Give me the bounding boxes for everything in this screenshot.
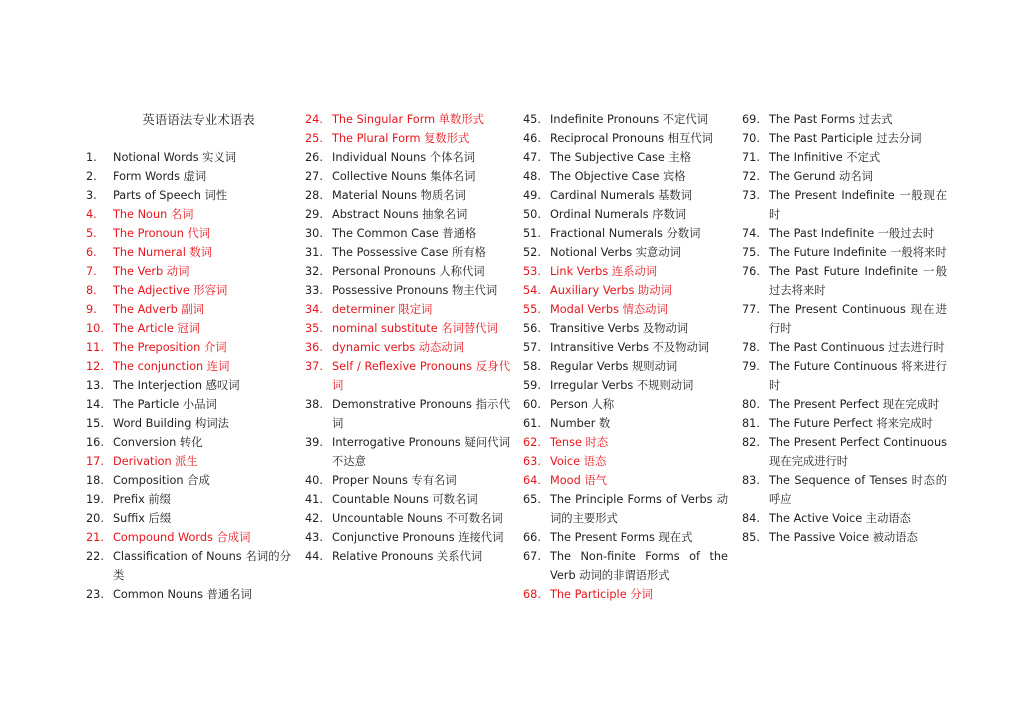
glossary-item bbox=[86, 319, 291, 338]
item-term: The Participle 分词 bbox=[550, 588, 653, 601]
glossary-item bbox=[523, 110, 728, 129]
glossary-item bbox=[305, 509, 510, 528]
term-list-2 bbox=[305, 110, 510, 566]
glossary-item bbox=[86, 490, 291, 509]
glossary-item bbox=[523, 262, 728, 281]
item-term: Compound Words 合成词 bbox=[113, 531, 251, 544]
column-2 bbox=[305, 110, 510, 566]
glossary-item bbox=[742, 357, 947, 395]
glossary-item bbox=[305, 357, 510, 395]
item-term: Irregular Verbs 不规则动词 bbox=[550, 379, 694, 392]
item-number: 9. bbox=[86, 303, 97, 316]
glossary-item bbox=[86, 376, 291, 395]
glossary-item bbox=[305, 319, 510, 338]
glossary-item bbox=[523, 205, 728, 224]
item-term: The Sequence of Tenses 时态的呼应 bbox=[769, 474, 947, 506]
item-term: Cardinal Numerals 基数词 bbox=[550, 189, 693, 202]
item-number: 8. bbox=[86, 284, 97, 297]
item-term: The Adjective 形容词 bbox=[113, 284, 228, 297]
item-term: Countable Nouns 可数名词 bbox=[332, 493, 478, 506]
item-number: 57. bbox=[523, 341, 541, 354]
item-number: 55. bbox=[523, 303, 541, 316]
item-number: 24. bbox=[305, 113, 323, 126]
item-term: The Past Indefinite 一般过去时 bbox=[769, 227, 935, 240]
item-term: Demonstrative Pronouns 指示代词 bbox=[332, 398, 510, 430]
glossary-item bbox=[742, 414, 947, 433]
item-term: The Past Future Indefinite 一般过去将来时 bbox=[769, 265, 947, 297]
item-term: The Present Continuous 现在进行时 bbox=[769, 303, 947, 335]
item-number: 32. bbox=[305, 265, 323, 278]
glossary-item bbox=[86, 414, 291, 433]
glossary-item bbox=[305, 490, 510, 509]
item-number: 12. bbox=[86, 360, 104, 373]
item-number: 77. bbox=[742, 303, 760, 316]
item-term: The Future Perfect 将来完成时 bbox=[769, 417, 933, 430]
item-number: 7. bbox=[86, 265, 97, 278]
glossary-item bbox=[305, 281, 510, 300]
column-3 bbox=[523, 110, 728, 604]
item-number: 65. bbox=[523, 493, 541, 506]
item-term: Interrogative Pronouns 疑问代词不达意 bbox=[332, 436, 510, 468]
item-number: 15. bbox=[86, 417, 104, 430]
glossary-item bbox=[86, 585, 291, 604]
item-term: Abstract Nouns 抽象名词 bbox=[332, 208, 468, 221]
item-term: nominal substitute 名词替代词 bbox=[332, 322, 498, 335]
item-number: 52. bbox=[523, 246, 541, 259]
glossary-item bbox=[86, 528, 291, 547]
item-number: 82. bbox=[742, 436, 760, 449]
glossary-item bbox=[523, 452, 728, 471]
glossary-item bbox=[742, 262, 947, 300]
glossary-item bbox=[742, 433, 947, 471]
item-term: Uncountable Nouns 不可数名词 bbox=[332, 512, 503, 525]
term-list-1 bbox=[86, 148, 291, 604]
item-term: The Subjective Case 主格 bbox=[550, 151, 692, 164]
glossary-item bbox=[86, 452, 291, 471]
item-number: 54. bbox=[523, 284, 541, 297]
glossary-item bbox=[86, 338, 291, 357]
item-term: Possessive Pronouns 物主代词 bbox=[332, 284, 498, 297]
glossary-item bbox=[742, 243, 947, 262]
item-term: The Preposition 介词 bbox=[113, 341, 227, 354]
item-number: 75. bbox=[742, 246, 760, 259]
glossary-item bbox=[86, 433, 291, 452]
item-number: 85. bbox=[742, 531, 760, 544]
item-term: Link Verbs 连系动词 bbox=[550, 265, 658, 278]
item-number: 72. bbox=[742, 170, 760, 183]
item-term: The Active Voice 主动语态 bbox=[769, 512, 911, 525]
glossary-item bbox=[86, 509, 291, 528]
glossary-item bbox=[86, 262, 291, 281]
glossary-item bbox=[86, 148, 291, 167]
glossary-item bbox=[305, 528, 510, 547]
item-number: 80. bbox=[742, 398, 760, 411]
item-number: 17. bbox=[86, 455, 104, 468]
item-number: 36. bbox=[305, 341, 323, 354]
item-number: 73. bbox=[742, 189, 760, 202]
item-number: 61. bbox=[523, 417, 541, 430]
glossary-item bbox=[305, 395, 510, 433]
glossary-item bbox=[523, 471, 728, 490]
item-number: 40. bbox=[305, 474, 323, 487]
glossary-item bbox=[523, 243, 728, 262]
glossary-item bbox=[305, 205, 510, 224]
item-number: 69. bbox=[742, 113, 760, 126]
glossary-item bbox=[523, 585, 728, 604]
item-number: 3. bbox=[86, 189, 97, 202]
item-term: dynamic verbs 动态动词 bbox=[332, 341, 464, 354]
item-term: The Present Indefinite 一般现在时 bbox=[769, 189, 947, 221]
glossary-item bbox=[86, 395, 291, 414]
item-number: 83. bbox=[742, 474, 760, 487]
item-term: Common Nouns 普通名词 bbox=[113, 588, 252, 601]
glossary-item bbox=[523, 319, 728, 338]
item-term: The Article 冠词 bbox=[113, 322, 201, 335]
item-number: 79. bbox=[742, 360, 760, 373]
glossary-item bbox=[742, 509, 947, 528]
item-term: Person 人称 bbox=[550, 398, 615, 411]
item-term: The Objective Case 宾格 bbox=[550, 170, 686, 183]
item-term: Ordinal Numerals 序数词 bbox=[550, 208, 687, 221]
item-term: Personal Pronouns 人称代词 bbox=[332, 265, 485, 278]
glossary-item bbox=[305, 148, 510, 167]
item-number: 84. bbox=[742, 512, 760, 525]
item-term: The Present Perfect Continuous 现在完成进行时 bbox=[769, 436, 947, 468]
glossary-item bbox=[86, 167, 291, 186]
glossary-item bbox=[523, 167, 728, 186]
item-term: Transitive Verbs 及物动词 bbox=[550, 322, 689, 335]
item-term: The Verb 动词 bbox=[113, 265, 190, 278]
item-term: The Non-finite Forms of the Verb 动词的非谓语形式 bbox=[550, 550, 728, 582]
column-1 bbox=[86, 110, 291, 604]
item-number: 67. bbox=[523, 550, 541, 563]
glossary-item bbox=[305, 262, 510, 281]
glossary-item bbox=[523, 224, 728, 243]
item-number: 16. bbox=[86, 436, 104, 449]
item-term: Conversion 转化 bbox=[113, 436, 203, 449]
item-term: Relative Pronouns 关系代词 bbox=[332, 550, 483, 563]
item-number: 21. bbox=[86, 531, 104, 544]
item-term: The Principle Forms of Verbs 动词的主要形式 bbox=[550, 493, 728, 525]
column-4 bbox=[742, 110, 947, 547]
item-number: 78. bbox=[742, 341, 760, 354]
glossary-item bbox=[86, 186, 291, 205]
glossary-item bbox=[523, 376, 728, 395]
item-number: 13. bbox=[86, 379, 104, 392]
item-number: 51. bbox=[523, 227, 541, 240]
glossary-item bbox=[305, 167, 510, 186]
item-number: 34. bbox=[305, 303, 323, 316]
item-number: 42. bbox=[305, 512, 323, 525]
item-term: The Gerund 动名词 bbox=[769, 170, 873, 183]
item-number: 43. bbox=[305, 531, 323, 544]
item-term: Proper Nouns 专有名词 bbox=[332, 474, 457, 487]
item-term: determiner 限定词 bbox=[332, 303, 433, 316]
glossary-item bbox=[305, 186, 510, 205]
item-term: Parts of Speech 词性 bbox=[113, 189, 228, 202]
item-number: 60. bbox=[523, 398, 541, 411]
item-number: 28. bbox=[305, 189, 323, 202]
item-term: Self / Reflexive Pronouns 反身代词 bbox=[332, 360, 510, 392]
item-term: Notional Words 实义词 bbox=[113, 151, 237, 164]
item-number: 4. bbox=[86, 208, 97, 221]
glossary-item bbox=[305, 224, 510, 243]
glossary-item bbox=[523, 547, 728, 585]
item-number: 6. bbox=[86, 246, 97, 259]
item-number: 22. bbox=[86, 550, 104, 563]
item-term: Word Building 构词法 bbox=[113, 417, 229, 430]
item-term: The Pronoun 代词 bbox=[113, 227, 211, 240]
item-number: 33. bbox=[305, 284, 323, 297]
item-number: 64. bbox=[523, 474, 541, 487]
glossary-item bbox=[523, 414, 728, 433]
item-term: The Adverb 副词 bbox=[113, 303, 204, 316]
item-number: 35. bbox=[305, 322, 323, 335]
glossary-item bbox=[742, 167, 947, 186]
item-term: The Past Forms 过去式 bbox=[769, 113, 893, 126]
item-number: 44. bbox=[305, 550, 323, 563]
glossary-item bbox=[86, 300, 291, 319]
item-number: 81. bbox=[742, 417, 760, 430]
item-term: The Future Continuous 将来进行时 bbox=[769, 360, 947, 392]
item-number: 10. bbox=[86, 322, 104, 335]
glossary-item bbox=[86, 224, 291, 243]
item-number: 63. bbox=[523, 455, 541, 468]
item-number: 30. bbox=[305, 227, 323, 240]
item-term: The Numeral 数词 bbox=[113, 246, 213, 259]
item-term: The Present Forms 现在式 bbox=[550, 531, 693, 544]
item-term: The Interjection 感叹词 bbox=[113, 379, 240, 392]
glossary-item bbox=[86, 281, 291, 300]
item-term: Conjunctive Pronouns 连接代词 bbox=[332, 531, 504, 544]
item-term: The conjunction 连词 bbox=[113, 360, 230, 373]
item-number: 47. bbox=[523, 151, 541, 164]
item-number: 29. bbox=[305, 208, 323, 221]
item-number: 37. bbox=[305, 360, 323, 373]
item-term: Indefinite Pronouns 不定代词 bbox=[550, 113, 708, 126]
item-number: 56. bbox=[523, 322, 541, 335]
item-number: 76. bbox=[742, 265, 760, 278]
item-term: The Plural Form 复数形式 bbox=[332, 132, 470, 145]
glossary-item bbox=[305, 110, 510, 129]
glossary-item bbox=[86, 471, 291, 490]
glossary-item bbox=[305, 243, 510, 262]
item-number: 66. bbox=[523, 531, 541, 544]
item-term: Suffix 后缀 bbox=[113, 512, 172, 525]
glossary-item bbox=[86, 357, 291, 376]
item-term: Voice 语态 bbox=[550, 455, 607, 468]
glossary-item bbox=[742, 338, 947, 357]
item-term: Number 数 bbox=[550, 417, 611, 430]
item-number: 23. bbox=[86, 588, 104, 601]
item-term: Mood 语气 bbox=[550, 474, 607, 487]
glossary-item bbox=[742, 148, 947, 167]
item-number: 71. bbox=[742, 151, 760, 164]
glossary-item bbox=[86, 205, 291, 224]
term-list-3 bbox=[523, 110, 728, 604]
glossary-item bbox=[742, 224, 947, 243]
item-number: 11. bbox=[86, 341, 104, 354]
glossary-item bbox=[305, 547, 510, 566]
item-number: 19. bbox=[86, 493, 104, 506]
glossary-item bbox=[305, 471, 510, 490]
glossary-item bbox=[742, 528, 947, 547]
item-term: The Noun 名词 bbox=[113, 208, 194, 221]
item-term: Regular Verbs 规则动词 bbox=[550, 360, 678, 373]
item-term: Notional Verbs 实意动词 bbox=[550, 246, 681, 259]
glossary-item bbox=[523, 148, 728, 167]
term-list-4 bbox=[742, 110, 947, 547]
item-term: Material Nouns 物质名词 bbox=[332, 189, 466, 202]
item-term: Reciprocal Pronouns 相互代词 bbox=[550, 132, 713, 145]
item-number: 46. bbox=[523, 132, 541, 145]
item-term: Collective Nouns 集体名词 bbox=[332, 170, 476, 183]
item-term: Tense 时态 bbox=[550, 436, 609, 449]
glossary-item bbox=[742, 110, 947, 129]
item-number: 70. bbox=[742, 132, 760, 145]
item-number: 20. bbox=[86, 512, 104, 525]
item-term: The Past Continuous 过去进行时 bbox=[769, 341, 945, 354]
item-number: 62. bbox=[523, 436, 541, 449]
glossary-item bbox=[523, 186, 728, 205]
item-number: 2. bbox=[86, 170, 97, 183]
glossary-item bbox=[523, 433, 728, 452]
item-number: 74. bbox=[742, 227, 760, 240]
item-term: Form Words 虚词 bbox=[113, 170, 207, 183]
item-number: 58. bbox=[523, 360, 541, 373]
glossary-item bbox=[86, 547, 291, 585]
item-number: 25. bbox=[305, 132, 323, 145]
item-term: The Present Perfect 现在完成时 bbox=[769, 398, 940, 411]
item-number: 41. bbox=[305, 493, 323, 506]
item-number: 27. bbox=[305, 170, 323, 183]
glossary-item bbox=[742, 129, 947, 148]
item-term: Modal Verbs 情态动词 bbox=[550, 303, 668, 316]
item-term: Classification of Nouns 名词的分类 bbox=[113, 550, 291, 582]
item-number: 5. bbox=[86, 227, 97, 240]
glossary-item bbox=[305, 300, 510, 319]
item-number: 39. bbox=[305, 436, 323, 449]
item-number: 45. bbox=[523, 113, 541, 126]
glossary-item bbox=[742, 471, 947, 509]
item-term: The Past Participle 过去分词 bbox=[769, 132, 922, 145]
item-term: Prefix 前缀 bbox=[113, 493, 171, 506]
item-term: The Infinitive 不定式 bbox=[769, 151, 881, 164]
item-term: The Singular Form 单数形式 bbox=[332, 113, 484, 126]
item-term: Individual Nouns 个体名词 bbox=[332, 151, 475, 164]
item-number: 53. bbox=[523, 265, 541, 278]
glossary-item bbox=[523, 357, 728, 376]
glossary-item bbox=[523, 490, 728, 528]
page-title: 英语语法专业术语表 bbox=[142, 112, 255, 127]
glossary-item bbox=[523, 281, 728, 300]
glossary-item bbox=[523, 395, 728, 414]
item-term: The Future Indefinite 一般将来时 bbox=[769, 246, 947, 259]
item-term: Auxiliary Verbs 助动词 bbox=[550, 284, 672, 297]
glossary-item bbox=[523, 129, 728, 148]
glossary-item bbox=[523, 528, 728, 547]
glossary-item bbox=[86, 243, 291, 262]
item-term: The Particle 小品词 bbox=[113, 398, 217, 411]
item-term: Derivation 派生 bbox=[113, 455, 198, 468]
item-number: 49. bbox=[523, 189, 541, 202]
item-number: 38. bbox=[305, 398, 323, 411]
glossary-item bbox=[305, 433, 510, 471]
item-number: 48. bbox=[523, 170, 541, 183]
item-term: Fractional Numerals 分数词 bbox=[550, 227, 701, 240]
glossary-item bbox=[305, 338, 510, 357]
item-number: 26. bbox=[305, 151, 323, 164]
item-number: 59. bbox=[523, 379, 541, 392]
item-number: 31. bbox=[305, 246, 323, 259]
item-term: Composition 合成 bbox=[113, 474, 210, 487]
glossary-item bbox=[742, 186, 947, 224]
item-number: 14. bbox=[86, 398, 104, 411]
item-number: 18. bbox=[86, 474, 104, 487]
glossary-item bbox=[305, 129, 510, 148]
item-term: The Possessive Case 所有格 bbox=[332, 246, 486, 259]
glossary-item bbox=[523, 300, 728, 319]
item-term: Intransitive Verbs 不及物动词 bbox=[550, 341, 710, 354]
item-number: 1. bbox=[86, 151, 97, 164]
glossary-item bbox=[742, 395, 947, 414]
glossary-item bbox=[742, 300, 947, 338]
item-number: 50. bbox=[523, 208, 541, 221]
item-term: The Common Case 普通格 bbox=[332, 227, 477, 240]
item-number: 68. bbox=[523, 588, 541, 601]
item-term: The Passive Voice 被动语态 bbox=[769, 531, 918, 544]
glossary-item bbox=[523, 338, 728, 357]
